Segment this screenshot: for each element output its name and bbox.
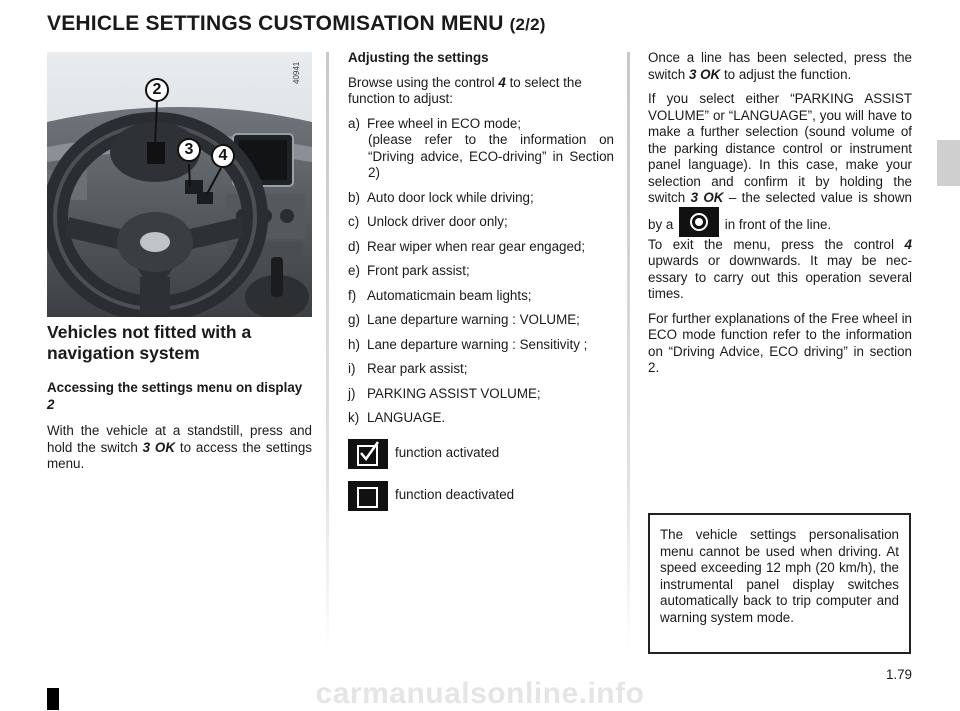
title-sub: (2/2): [509, 15, 546, 34]
access-instructions: With the vehicle at a standstill, press and hold the switch 3 OK to access the settings menu.: [47, 423, 312, 471]
column-divider-left: [326, 52, 329, 652]
radio-selected-icon: [679, 207, 719, 237]
list-item: a) Free wheel in ECO mode; (please refer to the information on “Driving advice, ECO-driving” in Section 2): [348, 115, 614, 180]
right-para-1: Once a line has been selected, press the switch 3 OK to adjust the function.: [648, 50, 912, 82]
steering-wheel-photo: [47, 52, 312, 317]
right-para-3: For further explanations of the Free wheel in ECO mode function refer to the information on “Driving Advice, ECO driving” in section 2.: [648, 310, 912, 375]
list-item: k) LANGUAGE.: [348, 410, 446, 425]
warning-note: The vehicle settings personalisation menu cannot be used when driving. At speed exceeding 12 mph (20 km/h), the instrumental panel display switches automatically back to trip computer and warning system mode.: [648, 513, 911, 654]
middle-column: [348, 50, 614, 511]
settings-list: [348, 116, 614, 427]
display-ref: 2: [47, 396, 55, 412]
section-tab-marker: [937, 140, 960, 186]
callout-4: 4: [211, 144, 235, 168]
switch-ref: 3 OK: [142, 439, 176, 455]
list-item: e) Front park assist;: [348, 263, 470, 278]
list-item: j) PARKING ASSIST VOLUME;: [348, 385, 541, 401]
callout-3: 3: [177, 138, 201, 162]
watermark: carmanualsonline.info: [315, 677, 645, 710]
list-item: f) Automaticmain beam lights;: [348, 287, 532, 303]
right-column: [648, 50, 912, 385]
legend-deactivated-label: function deactivated: [395, 487, 515, 503]
legend-activated: [348, 439, 614, 469]
section-heading: Vehicles not fitted with a navigation system: [47, 322, 252, 363]
list-item: h) Lane departure warning : Sensitivity ;: [348, 336, 588, 352]
list-item: c) Unlock driver door only;: [348, 214, 508, 229]
page-number: 1.79: [885, 667, 912, 682]
checkbox-empty-icon: [348, 481, 388, 511]
adjusting-intro: Browse using the control 4 to select the function to adjust:: [348, 74, 582, 106]
dashboard-illustration: [47, 52, 312, 317]
title-main: VEHICLE SETTINGS CUSTOMISATION MENU: [47, 12, 504, 35]
list-item: b) Auto door lock while driving;: [348, 189, 534, 205]
page-title: [47, 12, 546, 36]
callout-2: 2: [145, 78, 169, 102]
adjusting-heading: Adjusting the settings: [348, 50, 489, 65]
column-divider-right: [627, 52, 630, 652]
subheading: Accessing the settings menu on display 2: [47, 380, 303, 412]
left-column: [47, 322, 312, 473]
right-para-2: If you select either “PARKING ASSIST VOLUME” or “LANGUAGE”, you will have to make a further selection (sound volume of the parking distance control or instrument panel language). In this case, make your selection and confirm it by holding the switch 3 OK – the selected value is shown by a in front of the line. To exit the menu, press the control 4 upwards or downwards. It may be necessary to carry out this operation several times.: [648, 91, 912, 301]
list-item: i) Rear park assist;: [348, 361, 468, 376]
list-item: g) Lane departure warning : VOLUME;: [348, 312, 580, 327]
checkbox-checked-icon: [348, 439, 388, 469]
legend-activated-label: function activated: [395, 445, 500, 461]
list-item: d) Rear wiper when rear gear engaged;: [348, 238, 586, 254]
legend-deactivated: [348, 481, 614, 511]
figure-reference-number: 40941: [292, 61, 301, 84]
